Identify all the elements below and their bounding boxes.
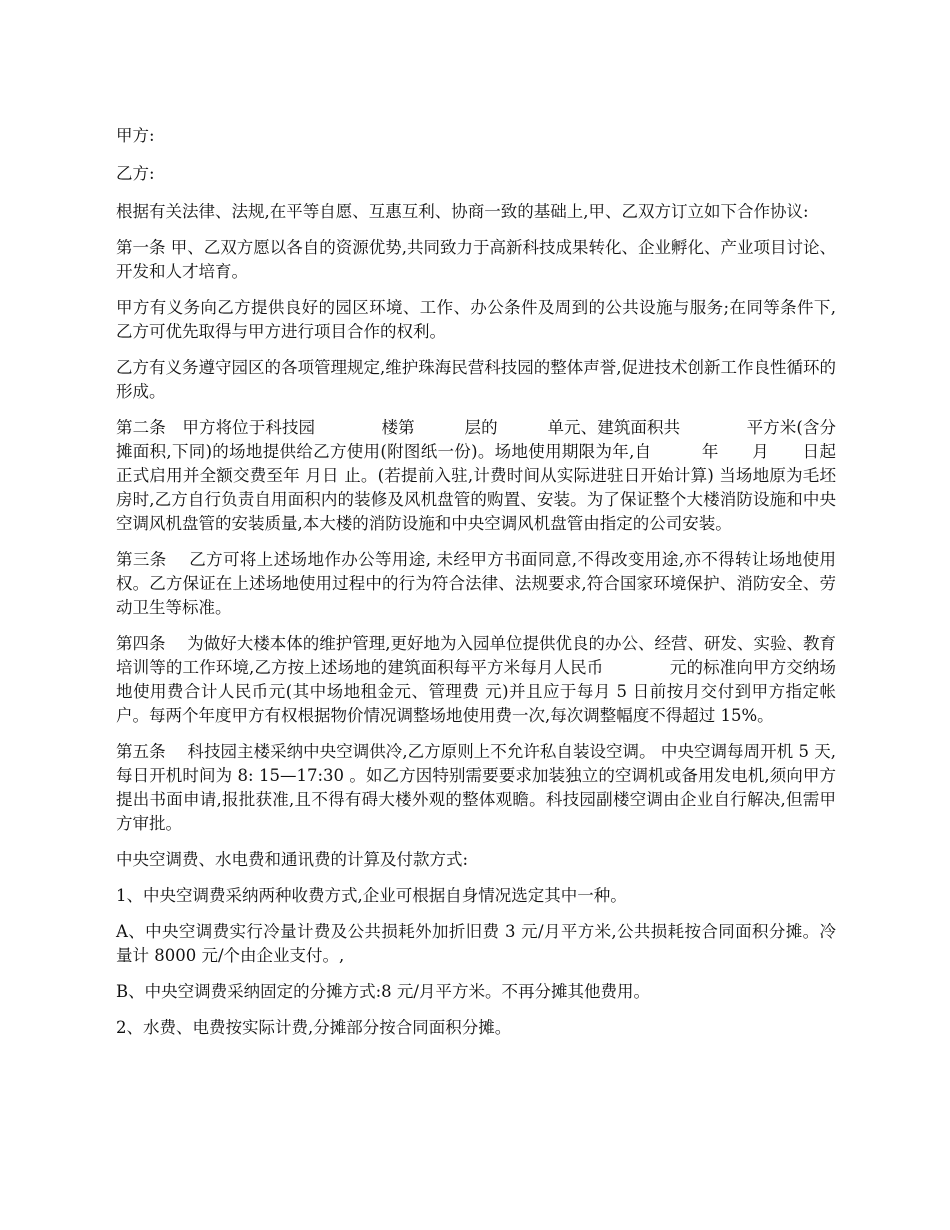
ac-fee-item-1: 1、中央空调费采纳两种收费方式,企业可根据自身情况选定其中一种。	[116, 886, 627, 905]
preamble-paragraph: 根据有关法律、法规,在平等自愿、互惠互利、协商一致的基础上,甲、乙双方订立如下合作协议:	[116, 202, 809, 221]
ac-fee-option-a: A、中央空调费实行冷量计费及公共损耗外加折旧费 3 元/月平方米,公共损耗按合同面积分摊。冷量计 8000 元/个由企业支付。,	[116, 922, 836, 965]
party-b-line: 乙方:	[116, 164, 155, 183]
water-electricity-item-2: 2、水费、电费按实际计费,分摊部分按合同面积分摊。	[116, 1018, 512, 1037]
ac-fee-option-b: B、中央空调费采纳固定的分摊方式:8 元/月平方米。不再分摊其他费用。	[116, 982, 650, 1001]
article-2-paragraph: 第二条 甲方将位于科技园 楼第 层的 单元、建筑面积共 平方米(含分摊面积,下同)的场地提供给乙方使用(附图纸一份)。场地使用期限为年,自 年 月 日起正式启用并全额交费至年 月日 止。(若提前入驻,计费时间从实际进驻日开始计算) 当场地原为毛坯房时,乙方自行负责自用面积内的装修及风机盘管的购置、安装。为了保证整个大楼消防设施和中央空调风机盘管的安装质量,本大楼的消防设施和中央空调风机盘管由指定的公司安装。	[116, 418, 836, 533]
fee-heading-paragraph: 中央空调费、水电费和通讯费的计算及付款方式:	[116, 850, 469, 869]
article-5-paragraph: 第五条 科技园主楼采纳中央空调供冷,乙方原则上不允许私自装设空调。 中央空调每周开机 5 天,每日开机时间为 8: 15—17:30 。如乙方因特别需要要求加装独立的空调机或备用发电机,须向甲方提出书面申请,报批获准,且不得有碍大楼外观的整体观瞻。科技园副楼空调由企业自行解决,但需甲方审批。	[116, 742, 836, 833]
party-b-obligation-paragraph: 乙方有义务遵守园区的各项管理规定,维护珠海民营科技园的整体声誉,促进技术创新工作良性循环的形成。	[116, 358, 836, 401]
party-a-line: 甲方:	[116, 126, 155, 145]
article-3-paragraph: 第三条 乙方可将上述场地作办公等用途, 未经甲方书面同意,不得改变用途,亦不得转让场地使用权。乙方保证在上述场地使用过程中的行为符合法律、法规要求,符合国家环境保护、消防安全、劳动卫生等标准。	[116, 550, 836, 617]
article-4-paragraph: 第四条 为做好大楼本体的维护管理,更好地为入园单位提供优良的办公、经营、研发、实验、教育培训等的工作环境,乙方按上述场地的建筑面积每平方米每月人民币 元的标准向甲方交纳场地使用费合计人民币元(其中场地租金元、管理费 元)并且应于每月 5 日前按月交付到甲方指定帐户。每两个年度甲方有权根据物价情况调整场地使用费一次,每次调整幅度不得超过 15%。	[116, 634, 836, 725]
party-a-obligation-paragraph: 甲方有义务向乙方提供良好的园区环境、工作、办公条件及周到的公共设施与服务;在同等条件下,乙方可优先取得与甲方进行项目合作的权利。	[116, 298, 836, 341]
article-1-paragraph: 第一条 甲、乙双方愿以各自的资源优势,共同致力于高新科技成果转化、企业孵化、产业项目讨论、开发和人才培育。	[116, 238, 836, 281]
document-body	[116, 124, 836, 1052]
